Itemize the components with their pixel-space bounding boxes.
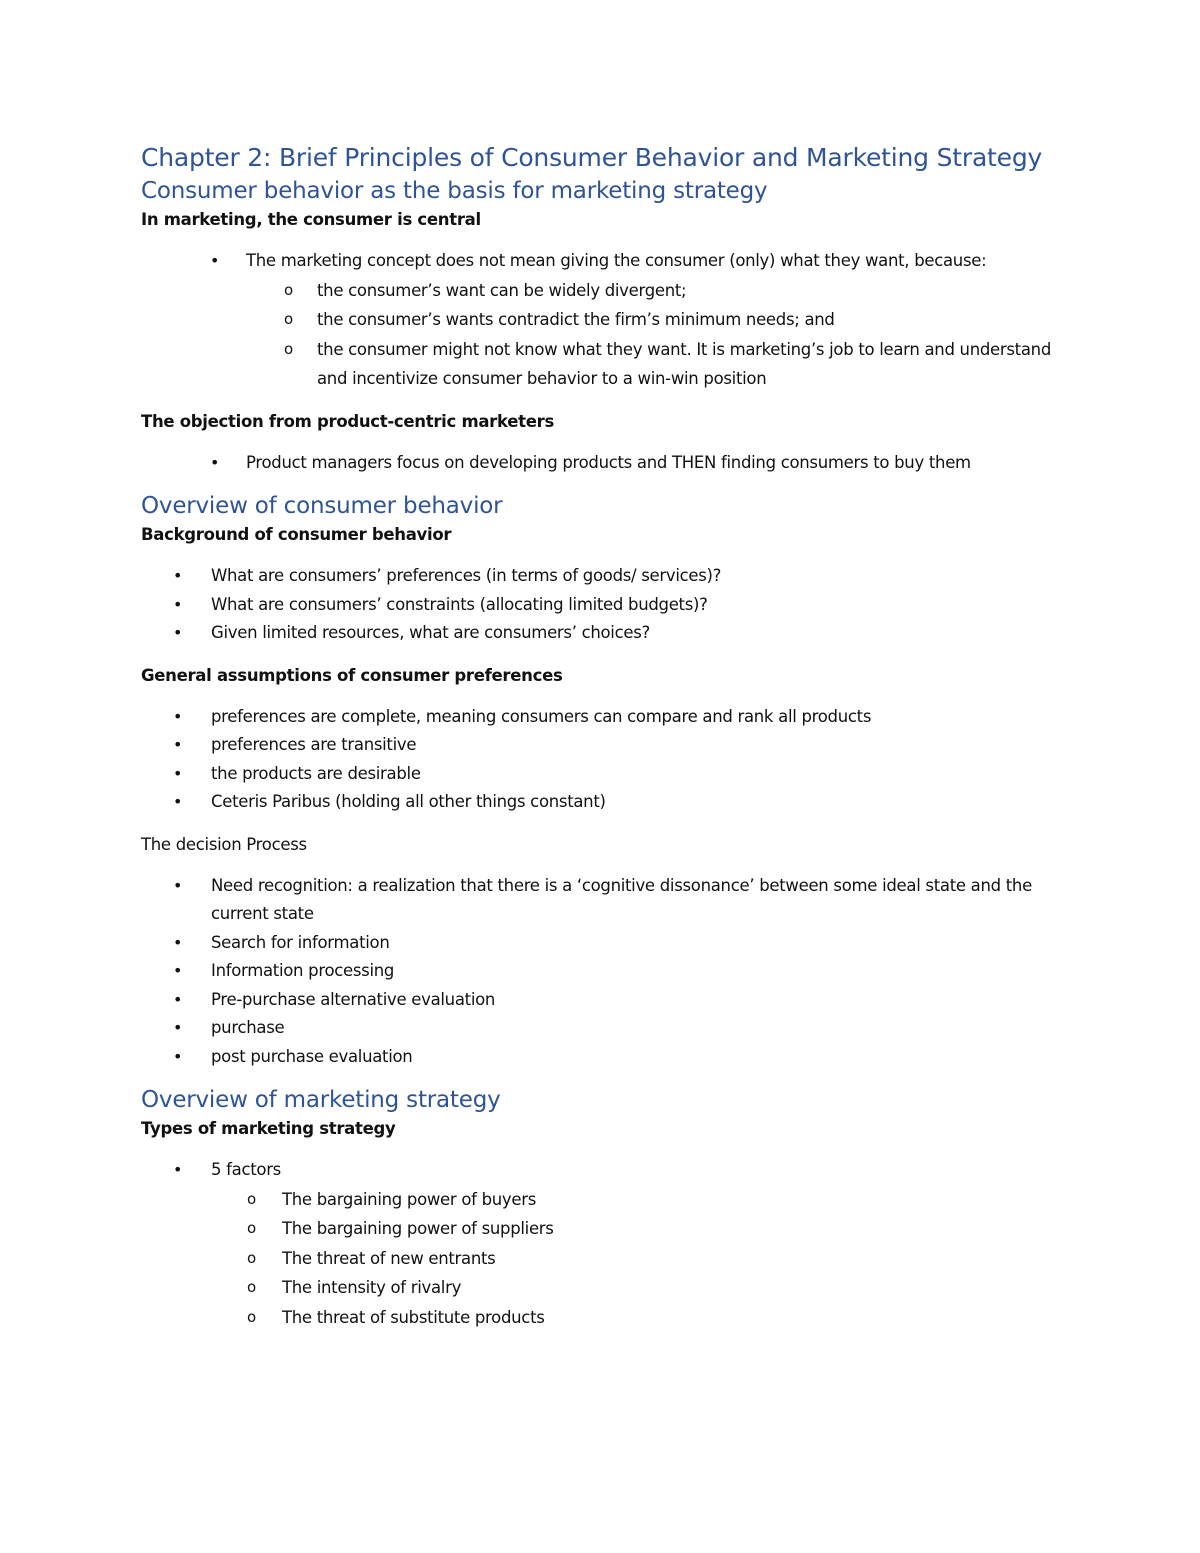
sublist-item-text: the consumer’s want can be widely divergent; (317, 280, 687, 300)
list-item-text: the products are desirable (211, 763, 421, 783)
bullet-icon: • (173, 792, 183, 811)
list-item (141, 449, 1071, 478)
list-item (141, 1014, 1071, 1043)
list-item-text: What are consumers’ preferences (in terms of goods/ services)? (211, 566, 722, 585)
list-item-text: Information processing (211, 961, 395, 980)
bullet-icon: • (210, 452, 220, 472)
sublist-item (141, 335, 1071, 394)
circle-bullet-icon: o (247, 1189, 256, 1208)
subheading-consumer-central: In marketing, the consumer is central (141, 210, 481, 229)
section-heading-consumer-behavior-basis: Consumer behavior as the basis for marketing strategy (141, 178, 768, 204)
list-item (141, 760, 1071, 789)
circle-bullet-icon: o (247, 1307, 256, 1326)
list-item (141, 247, 1071, 394)
list-item (141, 929, 1071, 958)
sublist-item-text: The threat of new entrants (282, 1248, 496, 1268)
list-item-text: purchase (211, 1018, 285, 1037)
list-types-of-strategy (141, 1156, 1071, 1332)
list-item-text: Pre-purchase alternative evaluation (211, 989, 496, 1009)
sublist-item (141, 276, 1071, 306)
subheading-background: Background of consumer behavior (141, 525, 452, 544)
bullet-icon: • (173, 763, 183, 783)
sublist-item (211, 1214, 1071, 1244)
sublist-item-text: The threat of substitute products (282, 1307, 545, 1327)
list-item-text: Product managers focus on developing products and THEN finding consumers to buy them (246, 452, 971, 472)
sublist-item (211, 1273, 1071, 1303)
document-page (141, 142, 1071, 1346)
sublist-five-factors (211, 1185, 1071, 1333)
bullet-icon: • (173, 961, 183, 980)
bullet-icon: • (173, 875, 183, 895)
circle-bullet-icon: o (247, 1219, 256, 1237)
sublist-item-text: The bargaining power of suppliers (282, 1219, 554, 1238)
list-item (141, 872, 1071, 929)
sublist-item (211, 1244, 1071, 1274)
list-item (141, 703, 1071, 732)
circle-bullet-icon: o (284, 339, 293, 358)
section-heading-overview-consumer-behavior: Overview of consumer behavior (141, 493, 503, 519)
sublist-item (211, 1185, 1071, 1215)
bullet-icon: • (173, 1160, 183, 1179)
circle-bullet-icon: o (284, 280, 293, 299)
list-item (141, 619, 1071, 648)
list-item (141, 986, 1071, 1015)
list-item-text: Need recognition: a realization that there is a ‘cognitive dissonance’ between some ideal state and the current state (211, 875, 1032, 923)
sublist-item-text: The intensity of rivalry (282, 1278, 462, 1297)
bullet-icon: • (173, 623, 183, 642)
bullet-icon: • (173, 932, 183, 952)
section-heading-overview-marketing-strategy: Overview of marketing strategy (141, 1087, 501, 1113)
list-item (141, 591, 1071, 620)
list-item-text: 5 factors (211, 1160, 281, 1179)
list-item-text: Ceteris Paribus (holding all other things constant) (211, 792, 606, 811)
document-title: Chapter 2: Brief Principles of Consumer Behavior and Marketing Strategy (141, 143, 1043, 172)
sublist-item-text: the consumer might not know what they want. It is marketing’s job to learn and understand and incentivize consumer behavior to a win-win position (317, 339, 1051, 388)
circle-bullet-icon: o (284, 310, 293, 328)
list-assumptions (141, 703, 1071, 817)
sublist-item (211, 1303, 1071, 1333)
sublist-item-text: the consumer’s wants contradict the firm’s minimum needs; and (317, 310, 835, 329)
bullet-icon: • (173, 566, 183, 585)
list-item (141, 957, 1071, 986)
list-decision-process (141, 872, 1071, 1072)
subheading-types-of-strategy: Types of marketing strategy (141, 1119, 396, 1138)
sublist-consumer-wants (246, 276, 1071, 394)
list-item-text: post purchase evaluation (211, 1046, 413, 1066)
subheading-product-centric-objection: The objection from product-centric marketers (141, 411, 554, 431)
list-item-text: Given limited resources, what are consumers’ choices? (211, 623, 650, 642)
list-item-text: Search for information (211, 932, 390, 952)
bullet-icon: • (173, 706, 183, 726)
list-item-text: preferences are complete, meaning consumers can compare and rank all products (211, 706, 872, 726)
list-item-text: The marketing concept does not mean giving the consumer (only) what they want, because: (246, 251, 987, 270)
list-item (141, 1043, 1071, 1072)
bullet-icon: • (173, 735, 183, 754)
sublist-item (141, 305, 1071, 335)
list-item (141, 1156, 1071, 1332)
list-item-text: What are consumers’ constraints (allocating limited budgets)? (211, 594, 708, 614)
bullet-icon: • (173, 1018, 183, 1037)
bullet-icon: • (173, 1046, 183, 1066)
bullet-icon: • (173, 989, 183, 1009)
list-background (141, 562, 1071, 648)
list-item (141, 731, 1071, 760)
list-product-centric (141, 449, 1071, 478)
circle-bullet-icon: o (247, 1278, 256, 1296)
bullet-icon: • (173, 594, 183, 614)
subheading-assumptions: General assumptions of consumer preferences (141, 665, 563, 685)
list-item (141, 788, 1071, 817)
list-item (141, 562, 1071, 591)
sublist-item-text: The bargaining power of buyers (282, 1189, 537, 1209)
bullet-icon: • (210, 251, 220, 270)
circle-bullet-icon: o (247, 1248, 256, 1267)
subheading-decision-process: The decision Process (141, 834, 307, 854)
list-item-text: preferences are transitive (211, 735, 417, 754)
list-consumer-central (141, 247, 1071, 394)
